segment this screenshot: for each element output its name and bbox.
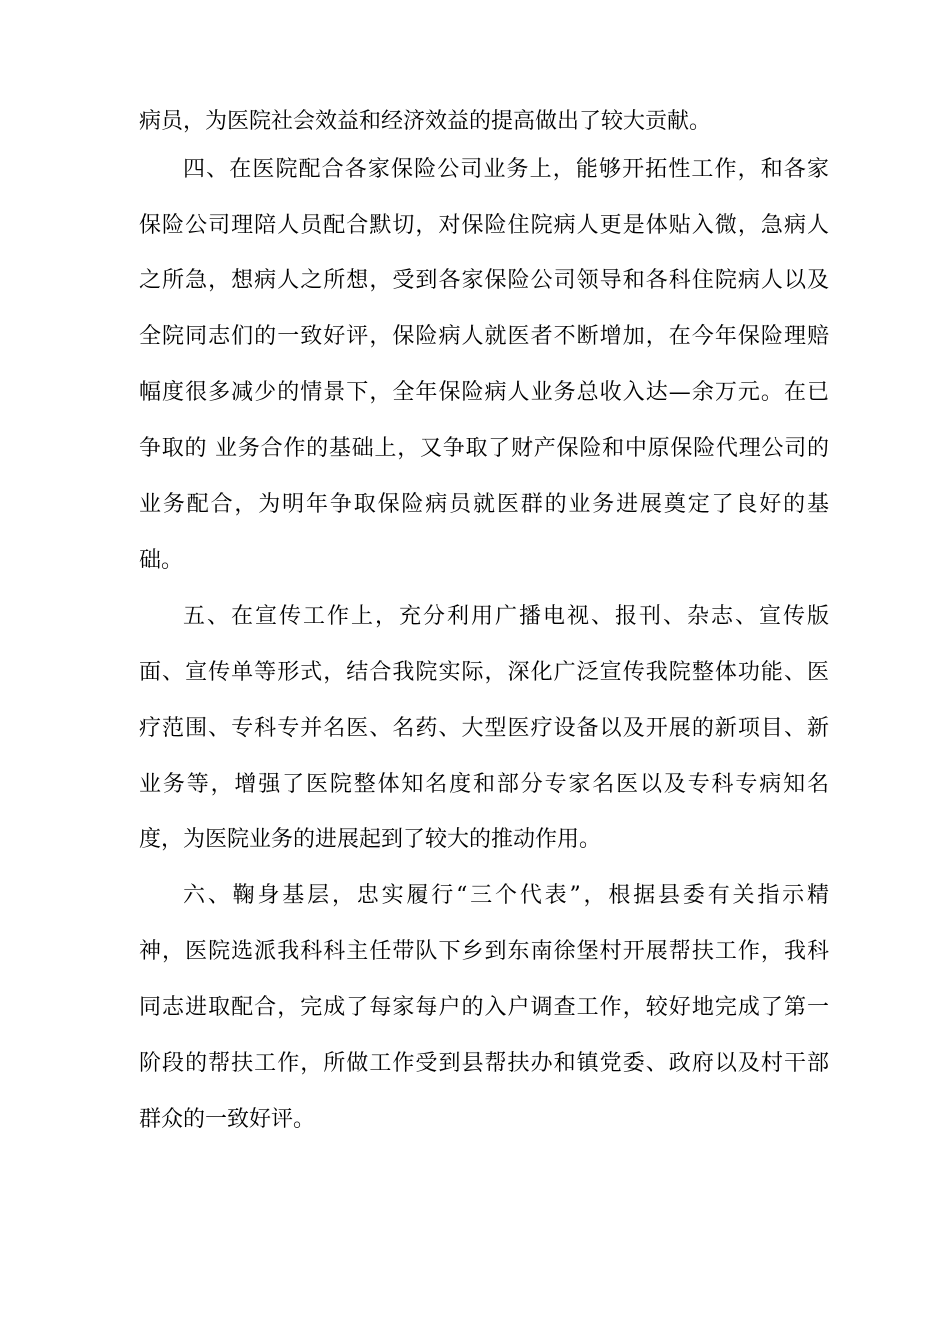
text-line: 幅度很多减少的情景下，全年保险病人业务总收入达—余万元。在已 [139, 380, 829, 405]
text-line: 群众的一致好评。 [139, 1107, 316, 1132]
text-line: 之所急，想病人之所想，受到各家保险公司领导和各科住院病人以及 [139, 268, 829, 293]
text-line: 保险公司理陪人员配合默切，对保险住院病人更是体贴入微，急病人 [139, 213, 829, 238]
text-line: 神，医院选派我科科主任带队下乡到东南徐堡村开展帮扶工作，我科 [139, 939, 829, 964]
paragraph-first-line: 四、在医院配合各家保险公司业务上，能够开拓性工作，和各家 [183, 157, 829, 182]
text-line: 业务等，增强了医院整体知名度和部分专家名医以及专科专病知名 [139, 772, 829, 797]
text-line: 阶段的帮扶工作，所做工作受到县帮扶办和镇党委、政府以及村干部 [139, 1051, 829, 1076]
text-line: 同志进取配合，完成了每家每户的入户调查工作，较好地完成了第一 [139, 995, 829, 1020]
text-line: 全院同志们的一致好评，保险病人就医者不断增加，在今年保险理赔 [139, 324, 829, 349]
text-line: 业务配合，为明年争取保险病员就医群的业务进展奠定了良好的基 [139, 492, 829, 517]
text-line: 病员，为医院社会效益和经济效益的提高做出了较大贡献。 [139, 109, 712, 134]
text-line: 度，为医院业务的进展起到了较大的推动作用。 [139, 827, 602, 852]
text-line: 疗范围、专科专并名医、名药、大型医疗设备以及开展的新项目、新 [139, 716, 829, 741]
paragraph-first-line: 六、鞠身基层，忠实履行“三个代表”，根据县委有关指示精 [183, 883, 829, 908]
text-line: 础。 [139, 548, 184, 573]
paragraph-first-line: 五、在宣传工作上，充分利用广播电视、报刊、杂志、宣传版 [183, 604, 829, 629]
text-line: 面、宣传单等形式，结合我院实际，深化广泛宣传我院整体功能、医 [139, 660, 829, 685]
text-line: 争取的 业务合作的基础上，又争取了财产保险和中原保险代理公司的 [139, 436, 829, 461]
